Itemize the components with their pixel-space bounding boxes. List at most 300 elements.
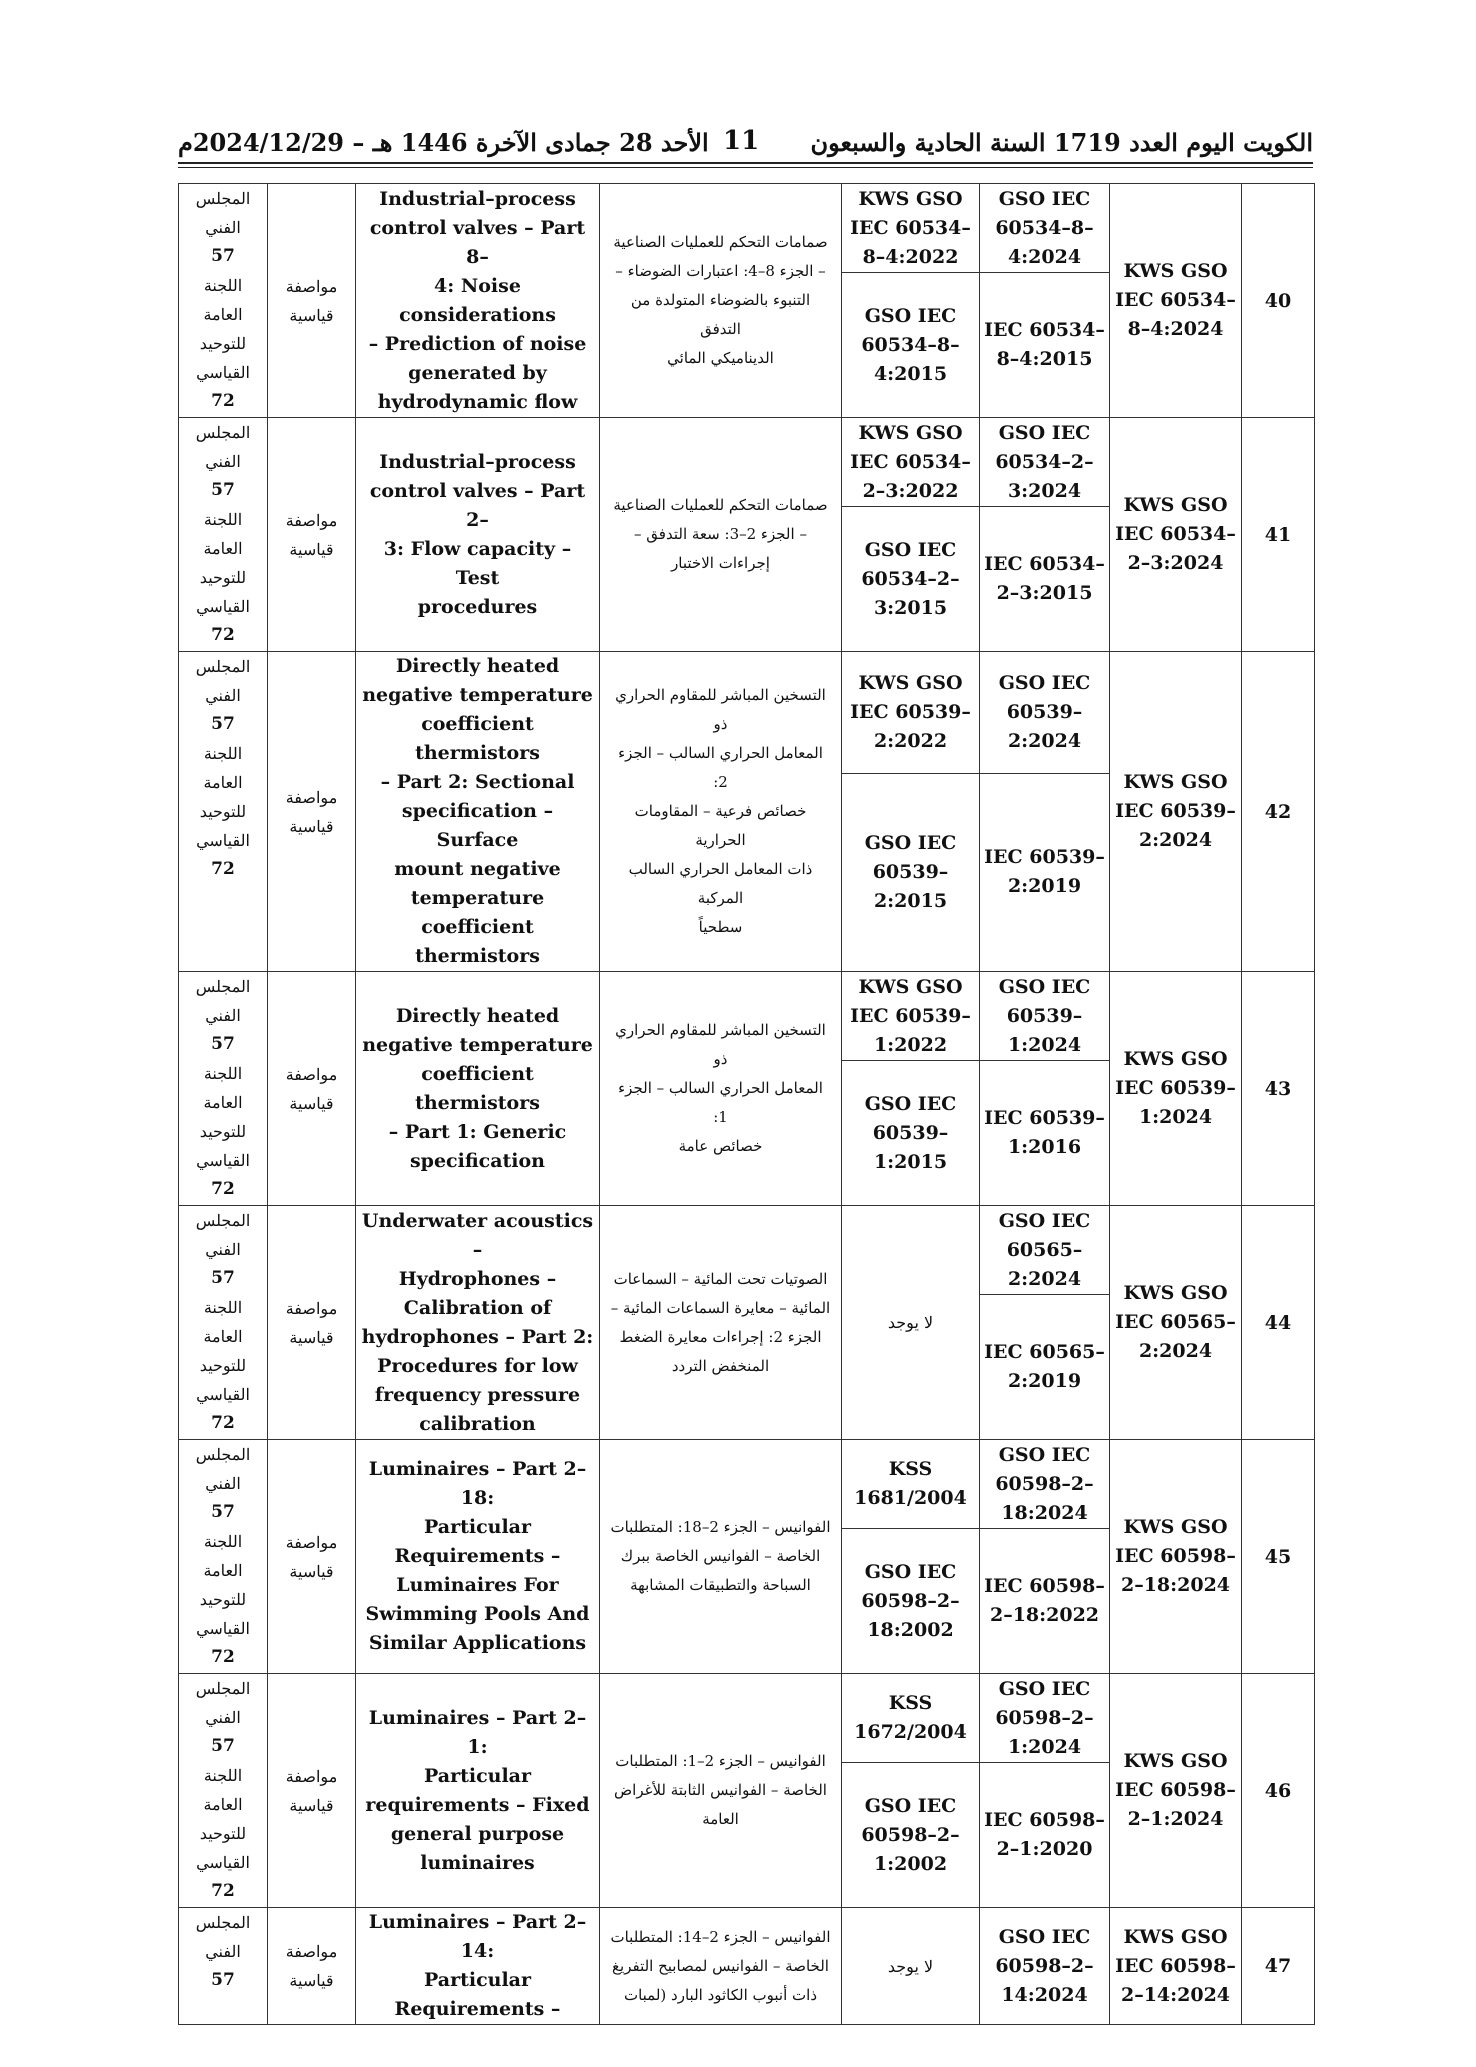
committee-line: 72: [211, 1179, 235, 1199]
line: 60539–: [1006, 700, 1083, 723]
title-en-cell: [356, 1674, 600, 1908]
table-row: [179, 1440, 1315, 1529]
line: coefficient thermistors: [415, 1062, 540, 1114]
type-cell: [268, 972, 356, 1206]
line: KWS GSO: [1123, 494, 1228, 516]
line: Underwater acoustics –: [361, 1209, 594, 1261]
type-cell: [268, 1206, 356, 1440]
line: الفوانيس – الجزء 2–18: المتطلبات: [610, 1518, 831, 1536]
line: صمامات التحكم للعمليات الصناعية: [613, 496, 828, 514]
line: 2:2024: [1138, 1340, 1213, 1362]
header-publication: الكويت اليوم العدد 1719 السنة الحادية والسبعون: [810, 128, 1313, 157]
line: 2–14:2024: [1120, 1983, 1231, 2006]
gso-standard-top: [980, 184, 1110, 273]
gso-standard-bottom: [980, 507, 1110, 652]
line: الفوانيس – الجزء 2–1: المتطلبات: [615, 1752, 826, 1770]
row-number-cell: [1242, 972, 1315, 1206]
gso-standard-top: [980, 1440, 1110, 1529]
line: مواصفة: [285, 1298, 338, 1318]
line: 60539–: [872, 860, 949, 883]
row-number: 46: [1264, 1779, 1292, 1802]
line: IEC 60598–: [1115, 1545, 1236, 1567]
committee-cell: [179, 652, 268, 972]
committee-line: العامة: [203, 1561, 243, 1580]
line: خصائص فرعية – المقاومات الحرارية: [634, 802, 807, 849]
line: KWS GSO: [1123, 1282, 1228, 1304]
title-ar-cell: [600, 1206, 842, 1440]
line: الخاصة – الفوانيس الخاصة ببرك: [620, 1547, 821, 1565]
committee-line: القياسي: [196, 831, 250, 850]
line: 60534–2–: [861, 567, 960, 590]
line: 3: Flow capacity – Test: [383, 537, 572, 589]
national-standard-bottom: [842, 773, 980, 971]
line: coefficient thermistors: [415, 713, 540, 764]
committee-line: 57: [211, 714, 235, 734]
national-standard-top: [842, 418, 980, 507]
line: 1:2024: [1007, 1033, 1082, 1056]
committee-line: اللجنة: [203, 1532, 243, 1551]
committee-line: 72: [211, 859, 235, 879]
line: التسخين المباشر للمقاوم الحراري ذو: [615, 1021, 826, 1068]
committee-line: 57: [211, 1736, 235, 1756]
line: قياسية: [289, 539, 334, 559]
line: IEC 60534–: [1115, 523, 1236, 545]
title-ar-cell: [600, 652, 842, 972]
line: KSS: [888, 1458, 933, 1480]
line: Luminaires – Part 2–18:: [368, 1458, 587, 1509]
line: KWS GSO: [1123, 1516, 1228, 1538]
line: المنخفض التردد: [671, 1356, 770, 1375]
title-en-cell: [356, 1440, 600, 1674]
national-standard-cell: [842, 1206, 980, 1440]
committee-line: الفني: [205, 1942, 241, 1961]
gso-standard-top: [980, 418, 1110, 507]
row-number: 40: [1264, 289, 1292, 312]
committee-line: اللجنة: [203, 744, 243, 763]
line: قياسية: [289, 1093, 334, 1113]
table-row: [179, 972, 1315, 1061]
committee-line: 57: [211, 246, 235, 266]
line: السباحة والتطبيقات المشابهة: [630, 1576, 811, 1594]
row-number-cell: [1242, 418, 1315, 652]
line: – Prediction of noise: [368, 332, 587, 355]
title-ar-cell: [600, 972, 842, 1206]
line: GSO IEC: [864, 1560, 957, 1583]
line: KWS GSO: [1123, 1048, 1228, 1070]
line: IEC 60598–: [1115, 1954, 1236, 1977]
line: GSO IEC: [998, 187, 1091, 210]
line: Luminaires For: [396, 1574, 559, 1596]
line: 2–3:2022: [862, 479, 959, 502]
line: الخاصة – الفوانيس لمصابيح التفريغ: [612, 1956, 829, 1975]
title-en-cell: [356, 972, 600, 1206]
line: 2–3:2024: [1127, 552, 1224, 574]
line: IEC 60539–: [984, 846, 1105, 869]
line: 18:2002: [867, 1618, 954, 1641]
line: 2:2015: [873, 889, 948, 912]
line: KWS GSO: [1123, 1925, 1228, 1948]
line: 2–3:2015: [996, 582, 1093, 604]
table-row: [179, 1206, 1315, 1295]
header-rule-thin: [178, 167, 1313, 168]
line: KWS GSO: [858, 421, 963, 444]
line: المعامل الحراري السالب – الجزء 1:: [618, 1079, 823, 1126]
line: مواصفة: [285, 1064, 338, 1084]
row-number-cell: [1242, 1674, 1315, 1908]
line: IEC 60598–: [1115, 1779, 1236, 1801]
title-en-cell: [356, 1908, 600, 2025]
committee-line: الفني: [205, 1006, 241, 1025]
committee-line: الفني: [205, 1474, 241, 1493]
line: Particular: [423, 1764, 531, 1787]
line: IEC 60565–: [984, 1341, 1105, 1363]
line: قياسية: [289, 1795, 334, 1815]
committee-line: 57: [211, 1268, 235, 1288]
row-number: 47: [1264, 1955, 1292, 1977]
table-row: [179, 1674, 1315, 1763]
line: control valves – Part 2–: [369, 479, 586, 531]
line: المعامل الحراري السالب – الجزء 2:: [618, 744, 823, 791]
committee-line: الفني: [205, 452, 241, 471]
committee-line: اللجنة: [203, 1766, 243, 1785]
committee-line: للتوحيد: [199, 334, 247, 353]
committee-cell: [179, 418, 268, 652]
line: قياسية: [289, 1971, 334, 1990]
title-en-cell: [356, 418, 600, 652]
line: GSO IEC: [864, 538, 957, 561]
kws-standard-cell: [1110, 652, 1242, 972]
line: IEC 60598–: [984, 1575, 1105, 1597]
line: IEC 60534–: [850, 450, 971, 473]
committee-line: للتوحيد: [199, 802, 247, 821]
line: 2:2019: [1007, 1370, 1082, 1392]
none-label: لا يوجد: [887, 1313, 934, 1332]
line: thermistors: [415, 945, 540, 967]
national-standard-cell: [842, 1908, 980, 2025]
committee-line: العامة: [203, 1327, 243, 1346]
line: 4:2024: [1007, 245, 1082, 268]
line: IEC 60534–: [984, 553, 1105, 575]
line: KWS GSO: [1123, 1750, 1228, 1772]
title-ar-cell: [600, 418, 842, 652]
line: Industrial–process: [379, 187, 576, 210]
line: التنبوء بالضوضاء المتولدة من التدفق: [630, 291, 811, 338]
table-row: [179, 184, 1315, 273]
line: IEC 60534–: [1115, 289, 1236, 311]
kws-standard-cell: [1110, 418, 1242, 652]
national-standard-top: [842, 1674, 980, 1763]
line: 60534–8–: [861, 333, 960, 356]
line: KWS GSO: [1123, 771, 1228, 793]
line: العامة: [702, 1810, 739, 1828]
line: KWS GSO: [1123, 260, 1228, 282]
line: 60598–2–: [995, 1706, 1094, 1729]
national-standard-top: [842, 652, 980, 774]
line: temperature coefficient: [410, 887, 545, 938]
line: الديناميكي المائي: [667, 349, 774, 367]
line: ذات المعامل الحراري السالب المركبة: [628, 860, 813, 907]
gso-standard-top: [980, 1206, 1110, 1295]
row-number: 44: [1264, 1311, 1292, 1334]
committee-line: العامة: [203, 1093, 243, 1112]
committee-line: المجلس: [195, 657, 251, 676]
committee-line: العامة: [203, 539, 243, 558]
committee-line: للتوحيد: [199, 1590, 247, 1609]
national-standard-bottom: [842, 1061, 980, 1206]
committee-line: 72: [211, 1881, 235, 1901]
gso-standard-top: [980, 652, 1110, 774]
line: المائية – معايرة السماعات المائية –: [610, 1298, 831, 1317]
line: Particular: [423, 1516, 531, 1538]
committee-line: 57: [211, 1970, 235, 1990]
national-standard-top: [842, 972, 980, 1061]
line: – Part 2: Sectional: [380, 771, 575, 793]
line: 1672/2004: [854, 1721, 967, 1743]
committee-cell: [179, 1674, 268, 1908]
line: IEC 60598–: [984, 1809, 1105, 1831]
line: IEC 60539–: [1115, 1077, 1236, 1099]
committee-line: القياسي: [196, 363, 250, 382]
line: الفوانيس – الجزء 2–14: المتطلبات: [610, 1927, 831, 1946]
page-number: 11: [723, 126, 760, 156]
type-cell: [268, 1440, 356, 1674]
line: 8–4:2015: [996, 348, 1093, 370]
line: Luminaires – Part 2–1:: [368, 1706, 587, 1758]
committee-line: اللجنة: [203, 1064, 243, 1083]
line: الخاصة – الفوانيس الثابتة للأغراض: [614, 1781, 827, 1799]
table-row: [179, 652, 1315, 774]
line: مواصفة: [285, 1766, 338, 1786]
line: 60598–2–: [995, 1472, 1094, 1495]
line: – الجزء 2–3: سعة التدفق –: [634, 525, 807, 543]
line: – الجزء 8–4: اعتبارات الضوضاء –: [615, 262, 826, 280]
table-row: [179, 1908, 1315, 2025]
committee-line: 72: [211, 1413, 235, 1433]
row-number-cell: [1242, 1440, 1315, 1674]
line: Similar Applications: [368, 1632, 587, 1654]
line: 14:2024: [1001, 1983, 1088, 2006]
line: IEC 60539–: [1115, 800, 1236, 822]
line: specification: [409, 1149, 546, 1172]
line: KSS: [888, 1692, 933, 1714]
line: requirements – Fixed: [365, 1793, 590, 1816]
line: frequency pressure: [374, 1383, 581, 1406]
line: Industrial–process: [379, 450, 576, 473]
committee-line: المجلس: [195, 1679, 251, 1698]
line: negative temperature: [362, 684, 593, 706]
line: 60598–2–: [861, 1823, 960, 1846]
line: قياسية: [289, 1327, 334, 1347]
committee-line: القياسي: [196, 1853, 250, 1872]
line: خصائص عامة: [678, 1137, 763, 1155]
national-standard-bottom: [842, 1529, 980, 1674]
page-header: [178, 120, 1313, 164]
row-number: 43: [1264, 1077, 1292, 1100]
line: GSO IEC: [998, 421, 1091, 444]
line: مواصفة: [285, 510, 338, 530]
line: GSO IEC: [998, 1925, 1091, 1948]
committee-cell: [179, 1440, 268, 1674]
gso-standard-bottom: [980, 1061, 1110, 1206]
line: 60534–2–: [995, 450, 1094, 473]
line: hydrophones – Part 2:: [361, 1325, 594, 1348]
title-ar-cell: [600, 1908, 842, 2025]
line: Directly heated: [395, 1004, 560, 1027]
line: ذات أنبوب الكاثود البارد (لمبات: [623, 1985, 818, 2004]
line: 8–4:2024: [1127, 318, 1224, 340]
gso-standard-top: [980, 1674, 1110, 1763]
line: الجزء 2: إجراءات معايرة الضغط: [619, 1327, 822, 1346]
line: negative temperature: [362, 1033, 593, 1056]
line: KWS GSO: [858, 187, 963, 210]
line: 2:2024: [1138, 829, 1213, 851]
line: 60539–: [872, 1121, 949, 1144]
national-standard-top: [842, 184, 980, 273]
line: GSO IEC: [864, 304, 957, 327]
line: Hydrophones –: [398, 1267, 557, 1290]
committee-line: القياسي: [196, 1385, 250, 1404]
line: مواصفة: [285, 1532, 338, 1552]
type-cell: [268, 418, 356, 652]
national-standard-bottom: [842, 273, 980, 418]
line: IEC 60534–: [984, 319, 1105, 341]
national-standard-top: [842, 1440, 980, 1529]
committee-line: العامة: [203, 773, 243, 792]
line: 8–4:2022: [862, 245, 959, 268]
row-number: 45: [1264, 1545, 1292, 1568]
committee-line: 72: [211, 1647, 235, 1667]
committee-line: المجلس: [195, 1211, 251, 1230]
line: صمامات التحكم للعمليات الصناعية: [613, 233, 828, 251]
committee-line: العامة: [203, 1795, 243, 1814]
committee-cell: [179, 184, 268, 418]
line: 2:2022: [873, 729, 948, 752]
line: 60534–8–: [995, 216, 1094, 239]
committee-line: 57: [211, 1034, 235, 1054]
line: KWS GSO: [858, 975, 963, 998]
line: control valves – Part 8–: [369, 216, 586, 268]
line: Swimming Pools And: [365, 1603, 590, 1625]
committee-line: المجلس: [195, 423, 251, 442]
header-date: الأحد 28 جمادى الآخرة 1446 هـ – 2024/12/29م: [178, 128, 709, 157]
kws-standard-cell: [1110, 1440, 1242, 1674]
line: GSO IEC: [998, 671, 1091, 694]
line: 4:2015: [873, 362, 948, 385]
line: 60598–2–: [861, 1589, 960, 1612]
standards-table: [178, 183, 1315, 2025]
line: 1:2015: [873, 1150, 948, 1173]
row-number: 41: [1264, 523, 1292, 546]
line: IEC 60539–: [850, 700, 971, 723]
row-number-cell: [1242, 1908, 1315, 2025]
row-number: 42: [1264, 800, 1292, 823]
type-cell: [268, 184, 356, 418]
line: Directly heated: [395, 655, 560, 677]
committee-line: 57: [211, 480, 235, 500]
committee-line: اللجنة: [203, 510, 243, 529]
line: mount negative: [394, 858, 561, 880]
header-rule: [178, 162, 1313, 164]
line: GSO IEC: [998, 1209, 1091, 1232]
committee-cell: [179, 1908, 268, 2025]
committee-cell: [179, 972, 268, 1206]
line: 1:2016: [1007, 1136, 1082, 1158]
type-cell: [268, 1674, 356, 1908]
line: 1:2002: [873, 1852, 948, 1875]
committee-line: المجلس: [195, 1913, 251, 1932]
type-cell: [268, 652, 356, 972]
kws-standard-cell: [1110, 972, 1242, 1206]
line: 18:2024: [1001, 1501, 1088, 1524]
line: 2–1:2020: [996, 1838, 1093, 1860]
line: سطحياً: [698, 918, 743, 936]
line: قياسية: [289, 305, 334, 325]
line: 1681/2004: [854, 1487, 967, 1509]
line: 2:2024: [1007, 1267, 1082, 1290]
line: calibration: [419, 1412, 536, 1435]
committee-line: 72: [211, 391, 235, 411]
line: Calibration of: [403, 1296, 552, 1319]
committee-line: اللجنة: [203, 1298, 243, 1317]
line: 2:2019: [1007, 875, 1082, 898]
table-row: [179, 418, 1315, 507]
line: IEC 60534–: [850, 216, 971, 239]
committee-line: الفني: [205, 1240, 241, 1259]
gso-standard-top: [980, 972, 1110, 1061]
committee-line: للتوحيد: [199, 568, 247, 587]
line: GSO IEC: [998, 1677, 1091, 1700]
line: 60565–: [1006, 1238, 1083, 1261]
committee-line: القياسي: [196, 1619, 250, 1638]
line: – Part 1: Generic: [388, 1120, 567, 1143]
none-label: لا يوجد: [887, 1956, 934, 1976]
line: Requirements –: [394, 1545, 561, 1567]
committee-line: القياسي: [196, 597, 250, 616]
line: generated by: [408, 361, 547, 384]
title-en-cell: [356, 1206, 600, 1440]
committee-line: للتوحيد: [199, 1824, 247, 1843]
committee-line: المجلس: [195, 977, 251, 996]
committee-line: العامة: [203, 305, 243, 324]
line: 60598–2–: [995, 1954, 1094, 1977]
gso-standard-bottom: [980, 773, 1110, 971]
gso-standard: [980, 1908, 1110, 2025]
line: 4: Noise considerations: [399, 274, 556, 326]
line: قياسية: [289, 816, 334, 836]
line: 3:2015: [873, 596, 948, 619]
line: 1:2024: [1138, 1106, 1213, 1128]
line: specification – Surface: [401, 800, 554, 851]
line: luminaires: [420, 1851, 535, 1874]
line: التسخين المباشر للمقاوم الحراري ذو: [615, 686, 826, 733]
line: 60539–: [1006, 1004, 1083, 1027]
committee-line: 72: [211, 625, 235, 645]
line: GSO IEC: [864, 1092, 957, 1115]
committee-cell: [179, 1206, 268, 1440]
line: KWS GSO: [858, 671, 963, 694]
line: مواصفة: [285, 276, 338, 296]
row-number-cell: [1242, 184, 1315, 418]
line: IEC 60565–: [1115, 1311, 1236, 1333]
kws-standard-cell: [1110, 1908, 1242, 2025]
line: 2:2024: [1007, 729, 1082, 752]
national-standard-bottom: [842, 507, 980, 652]
line: GSO IEC: [998, 975, 1091, 998]
committee-line: للتوحيد: [199, 1122, 247, 1141]
line: قياسية: [289, 1561, 334, 1581]
line: general purpose: [390, 1822, 565, 1845]
committee-line: الفني: [205, 686, 241, 705]
